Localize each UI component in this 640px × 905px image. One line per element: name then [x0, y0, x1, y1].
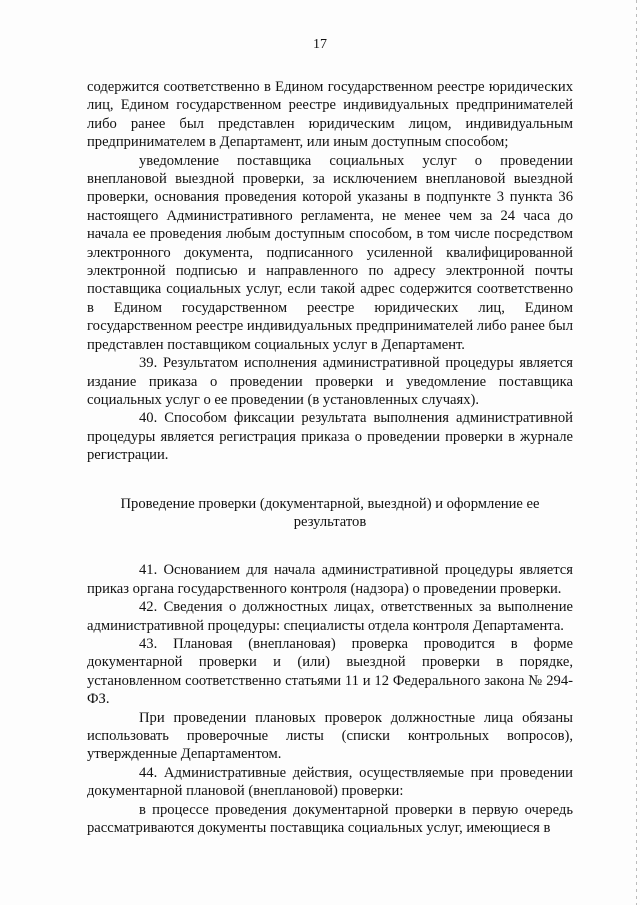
- page-edge: [636, 0, 637, 905]
- paragraph: уведомление поставщика социальных услуг о проведении внеплановой выездной проверки, за исключением внеплановой выездной проверки, основания проведения которой указаны в подпункте 3 пункта 36 настоящего Административного регламента, не менее чем за 24 часа до начала ее проведения любым доступным способом, в том числе посредством электронного документа, подписанного усиленной квалифицированной электронной подписью и направленного по адресу электронной почты поставщика социальных услуг, если такой адрес содержится соответственно в Едином государственном реестре юридических лиц, Едином государственном реестре индивидуальных предпринимателей либо ранее был представлен поставщиком социальных услуг в Департамент.: [87, 152, 573, 353]
- paragraph: содержится соответственно в Едином государственном реестре юридических лиц, Едином государственном реестре индивидуальных предпринимателей либо ранее был представлен юридическим лицом, индивидуальным предпринимателем в Департамент, или иным доступным способом;: [87, 79, 573, 151]
- paragraph: 40. Способом фиксации результата выполнения административной процедуры является регистрация приказа о проведении проверки в журнале регистрации.: [87, 410, 573, 464]
- paragraph: 39. Результатом исполнения административной процедуры является издание приказа о проведении проверки и уведомление поставщика социальных услуг о ее проведении (в установленных случаях).: [87, 355, 573, 408]
- paragraph: 41. Основанием для начала административной процедуры является приказ органа государственного контроля (надзора) о проведении проверки.: [87, 562, 573, 597]
- page-number: 17: [313, 37, 327, 52]
- paragraph: 44. Административные действия, осуществляемые при проведении документарной плановой (внеплановой) проверки:: [87, 764, 573, 800]
- paragraph: При проведении плановых проверок должностные лица обязаны использовать проверочные листы (списки контрольных вопросов), утвержденные Департаментом.: [87, 709, 573, 763]
- paragraph: 43. Плановая (внеплановая) проверка проводится в форме документарной проверки и (или) выездной проверки в порядке, установленном соответственно статьями 11 и 12 Федерального закона № 294-ФЗ.: [87, 635, 573, 708]
- document-body: [87, 78, 573, 837]
- paragraph: 42. Сведения о должностных лицах, ответственных за выполнение административной процедуры: специалисты отдела контроля Департамента.: [87, 599, 573, 634]
- section-heading: Проведение проверки (документарной, выездной) и оформление ее результатов: [120, 495, 540, 530]
- paragraph: в процессе проведения документарной проверки в первую очередь рассматриваются документы поставщика социальных услуг, имеющиеся в: [87, 801, 573, 837]
